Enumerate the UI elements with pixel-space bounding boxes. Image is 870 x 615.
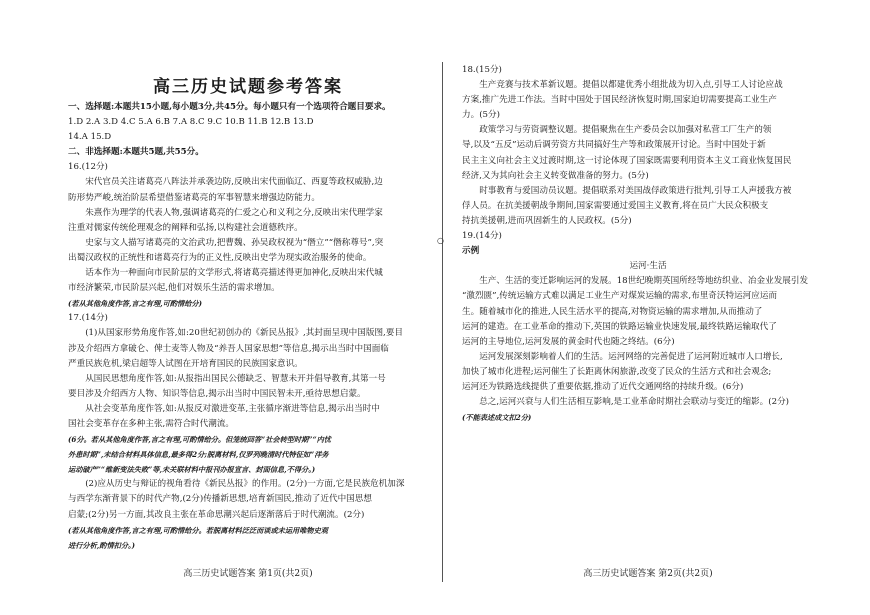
answer-text-line: 二、非选择题:本题共5题,共55分。 xyxy=(68,147,204,158)
answer-content-page-2 xyxy=(462,63,834,425)
page-1 xyxy=(68,0,428,615)
answer-text-line: 运河·生活 xyxy=(629,261,667,272)
answer-text-line: 话本作为一种面向市民阶层的文学形式,将诸葛亮描述得更加神化,反映出宋代城 xyxy=(85,268,383,279)
answer-text-line: (若从其他角度作答,言之有理,可酌情给分) xyxy=(68,299,202,309)
answer-text-line: 经济,又为其向社会主义转变做准备的努力。(5分) xyxy=(462,170,649,181)
answer-text-line: 1.D 2.A 3.D 4.C 5.A 6.B 7.A 8.C 9.C 10.B 11.B 12.B 13.D xyxy=(68,117,314,128)
answer-text-line: 16.(12分) xyxy=(68,162,108,173)
answer-text-line: 导,以及“五反”运动后调劳资方共同搞好生产等和政策展开讨论。当时中国处于新 xyxy=(462,140,766,151)
answer-text-line: 运河的建造。在工业革命的推动下,英国的铁路运输业快速发展,最终铁路运输取代了 xyxy=(462,321,777,332)
answer-text-line: 注重对儒家传统伦理观念的阐释和弘扬,以构建社会道德秩序。 xyxy=(68,222,303,233)
answer-text-line: 从社会变革角度作答,如:从报反对激进变革,主张循序渐进等信息,揭示出当时中 xyxy=(85,403,380,414)
answer-text-line: 国社会变革存在多种主张,需符合时代潮流。 xyxy=(68,418,235,429)
answer-text-line: 宋代官员关注诸葛亮八阵法并承袭边防,反映出宋代面临辽、西夏等政权威胁,边 xyxy=(85,177,383,188)
page-2 xyxy=(462,0,834,615)
page-footer-1: 高三历史试题答案 第1页(共2页) xyxy=(183,569,313,579)
answer-text-line: 市经济繁荣,市民阶层兴起,他们对娱乐生活的需求增加。 xyxy=(68,283,280,294)
answer-text-line: 生产竞赛与技术革新议题。提倡以都建优秀小组批战为切入点,引导工人讨论应战 xyxy=(479,80,783,91)
answer-text-line: (1)从国家形势角度作答,如:20世纪初创办的《新民丛报》,其封面呈现中国版图,要目 xyxy=(85,328,403,339)
answer-text-line: 时事教育与爱国动员议题。提倡联系对美国战俘政策进行批判,引导工人声援我方被 xyxy=(479,185,792,196)
answer-text-line: 持抗美援朝,进而巩固新生的人民政权。(5分) xyxy=(462,215,632,226)
answer-text-line: 运河的主导地位,运河发展的黄金时代也随之终结。(6分) xyxy=(462,336,675,347)
answer-text-line: 朱熹作为理学的代表人物,强调诸葛亮的仁爱之心和义利之分,反映出宋代理学家 xyxy=(85,207,383,218)
answer-text-line: 俘人员。在抗美援朝战争期间,国家需要通过爱国主义教育,将在员广大民众积极支 xyxy=(462,200,769,211)
answer-text-line: 生产、生活的变迁影响运河的发展。18世纪晚期英国所经等地纺织业、冶金业发展引发 xyxy=(479,276,809,287)
page-divider xyxy=(442,62,443,582)
answer-text-line: 运河还为铁路选线提供了重要依据,推动了近代交通网络的持续升级。(6分) xyxy=(462,381,744,392)
answer-text-line: 加快了城市化进程;运河催生了长距离休闲旅游,改变了民众的生活方式和社会观念; xyxy=(462,366,772,377)
answer-text-line: 方案,推广先进工作法。当时中国处于国民经济恢复时期,国家迫切需要提高工业生产 xyxy=(462,95,777,106)
answer-text-line: 民主主义向社会主义过渡时期,这一讨论体现了国家既需要利用资本主义工商业恢复国民 xyxy=(462,155,792,166)
answer-text-line: 政策学习与劳资调整议题。提倡聚焦在生产委员会以加强对私营工厂生产的领 xyxy=(479,125,772,136)
answer-text-line: (2)应从历史与辩证的视角看待《新民丛报》的作用。(2分)一方面,它是民族危机加深 xyxy=(85,479,405,490)
answer-text-line: 要目涉及介绍西方人物、知识等信息,揭示出当时中国民智未开,亟待思想启蒙。 xyxy=(68,388,366,399)
answer-text-line: 17.(14分) xyxy=(68,313,108,324)
answer-text-line: 力。(5分) xyxy=(462,110,500,121)
page-title: 高三历史试题参考答案 xyxy=(153,77,343,97)
answer-text-line: 示例 xyxy=(462,246,480,257)
answer-text-line: 涉及介绍西方拿破仑、俾士麦等人物及“养吾人国家思想”等信息,揭示出当时中国面临 xyxy=(68,343,389,354)
answer-text-line: 生。随着城市化的推进,人民生活水平的提高,对物资运输的需求增加,从而推动了 xyxy=(462,306,763,317)
answer-text-line: 启蒙;(2分)另一方面,其改良主张在革命思潮兴起后逐渐落后于时代潮流。(2分) xyxy=(68,509,365,520)
answer-text-line: 出蜀汉政权的正统性和诸葛亮行为的正义性,反映出史学为现实政治服务的使命。 xyxy=(68,252,372,263)
answer-content-page-1 xyxy=(68,100,428,553)
answer-text-line: 与西学东渐背景下的时代产物,(2分)传播新思想,培育新国民,推动了近代中国思想 xyxy=(68,494,372,505)
answer-text-line: 运河发展深刻影响着人们的生活。运河网络的完善促进了运河附近城市人口增长, xyxy=(479,351,783,362)
binding-hole-mark: ○ xyxy=(437,236,444,245)
answer-text-line: 史家与文人描写诸葛亮的文治武功,把曹魏、孙吴政权视为“僭立”“僭称尊号”,突 xyxy=(85,237,384,248)
answer-text-line: (若从其他角度作答,言之有理,可酌情给分。若脱离材料泛泛而谈或未运用唯物史观 xyxy=(68,525,328,535)
answer-text-line: 进行分析,酌情扣分。) xyxy=(68,540,135,550)
answer-text-line: 18.(15分) xyxy=(462,65,502,75)
answer-text-line: 总之,运河兴衰与人们生活相互影响,是工业革命时期社会联动与变迁的缩影。(2分) xyxy=(479,397,790,408)
answer-text-line: (不能表述成文扣2分) xyxy=(462,413,532,423)
answer-text-line: “激烈匮”,传统运输方式难以满足工业生产对煤炭运输的需求,布里奇沃特运河应运而 xyxy=(462,291,778,302)
answer-text-line: 从国民思想角度作答,如:从报指出国民公德缺乏、智慧未开并倡导教育,其第一号 xyxy=(85,373,386,384)
page-footer-2: 高三历史试题答案 第2页(共2页) xyxy=(583,569,713,579)
answer-text-line: 外患时期”,未结合材料具体信息,最多得2分;脱离材料,仅罗列晚清时代特征如“洋务 xyxy=(68,450,329,460)
answer-text-line: 严重民族危机,梁启超等人试图在开培育国民的民族国家意识。 xyxy=(68,358,303,369)
answer-text-line: 19.(14分) xyxy=(462,231,502,242)
answer-text-line: 14.A 15.D xyxy=(68,132,112,143)
answer-text-line: 防形势严峻,统治阶层希望借鉴诸葛亮的军事智慧来增强边防能力。 xyxy=(68,192,320,203)
answer-text-line: 运动破产”“维新变法失败”等,未关联材料中报刊办报宣言、封面信息,不得分。) xyxy=(68,465,316,475)
answer-text-line: 一、选择题:本题共15小题,每小题3分,共45分。每小题只有一个选项符合题目要求。 xyxy=(68,102,391,112)
answer-text-line: (6分。若从其他角度作答,言之有理,可酌情给分。但笼统回答“社会转型时期”“内忧 xyxy=(68,435,332,445)
